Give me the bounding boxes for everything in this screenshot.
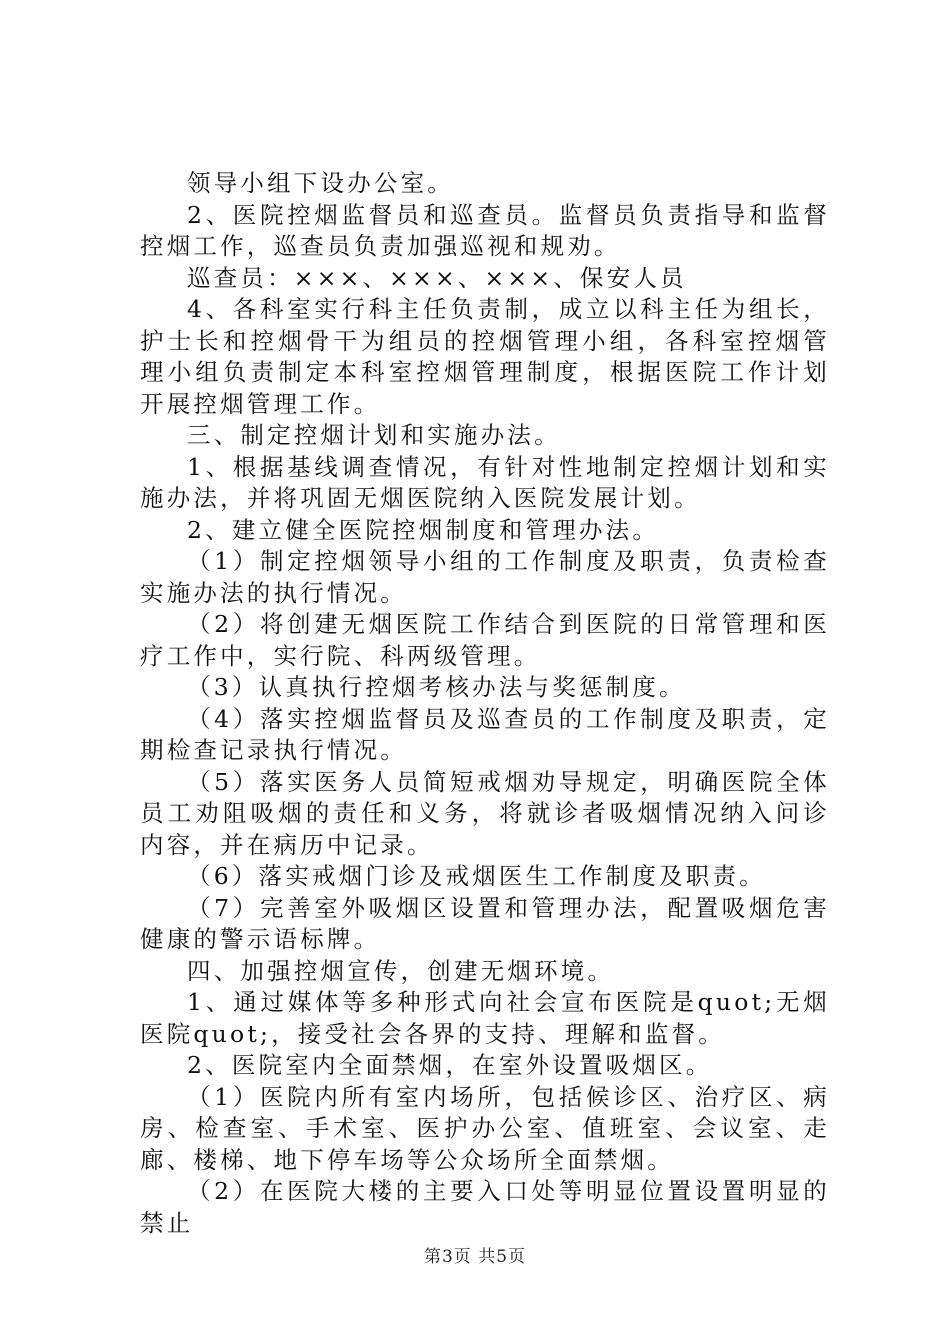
paragraph: 4、各科室实行科主任负责制，成立以科主任为组长，护士长和控烟骨干为组员的控烟管理小组，各科室控烟管理小组负责制定本科室控烟管理制度，根据医院工作计划开展控烟管理工作。 <box>140 295 830 418</box>
list-item: （2）在医院大楼的主要入口处等明显位置设置明显的禁止 <box>140 1177 830 1237</box>
paragraph: 领导小组下设办公室。 <box>187 169 454 197</box>
section-heading: 四、加强控烟宣传，创建无烟环境。 <box>187 956 615 985</box>
paragraph: 2、医院室内全面禁烟，在室外设置吸烟区。 <box>187 1051 713 1079</box>
paragraph: 2、医院控烟监督员和巡查员。监督员负责指导和监督控烟工作，巡查员负责加强巡视和规劝。 <box>140 200 830 260</box>
list-item: （6）落实戒烟门诊及戒烟医生工作制度及职责。 <box>187 862 766 890</box>
section-heading: 三、制定控烟计划和实施办法。 <box>187 421 561 449</box>
list-item: （1）医院内所有室内场所，包括候诊区、治疗区、病房、检查室、手术室、医护办公室、值班室、会议室、走廊、楼梯、地下停车场等公众场所全面禁烟。 <box>140 1082 830 1174</box>
document-body <box>140 168 830 1239</box>
list-item: （1）制定控烟领导小组的工作制度及职责，负责检查实施办法的执行情况。 <box>140 547 830 607</box>
page-number-footer: 第3页 共5页 <box>423 1247 527 1267</box>
list-item: （5）落实医务人员简短戒烟劝导规定，明确医院全体员工劝阻吸烟的责任和义务，将就诊者吸烟情况纳入问诊内容，并在病历中记录。 <box>140 767 830 859</box>
paragraph: 1、通过媒体等多种形式向社会宣布医院是quot;无烟医院quot;，接受社会各界的支持、理解和监督。 <box>140 988 830 1048</box>
list-item: （4）落实控烟监督员及巡查员的工作制度及职责，定期检查记录执行情况。 <box>140 704 830 764</box>
paragraph: 巡查员：×××、×××、×××、保安人员 <box>187 263 687 292</box>
paragraph: 2、建立健全医院控烟制度和管理办法。 <box>187 515 660 544</box>
list-item: （2）将创建无烟医院工作结合到医院的日常管理和医疗工作中，实行院、科两级管理。 <box>140 610 830 670</box>
list-item: （7）完善室外吸烟区设置和管理办法，配置吸烟危害健康的警示语标牌。 <box>140 893 830 953</box>
list-item: （3）认真执行控烟考核办法与奖惩制度。 <box>187 673 686 701</box>
paragraph: 1、根据基线调查情况，有针对性地制定控烟计划和实施办法，并将巩固无烟医院纳入医院发展计划。 <box>140 452 830 512</box>
